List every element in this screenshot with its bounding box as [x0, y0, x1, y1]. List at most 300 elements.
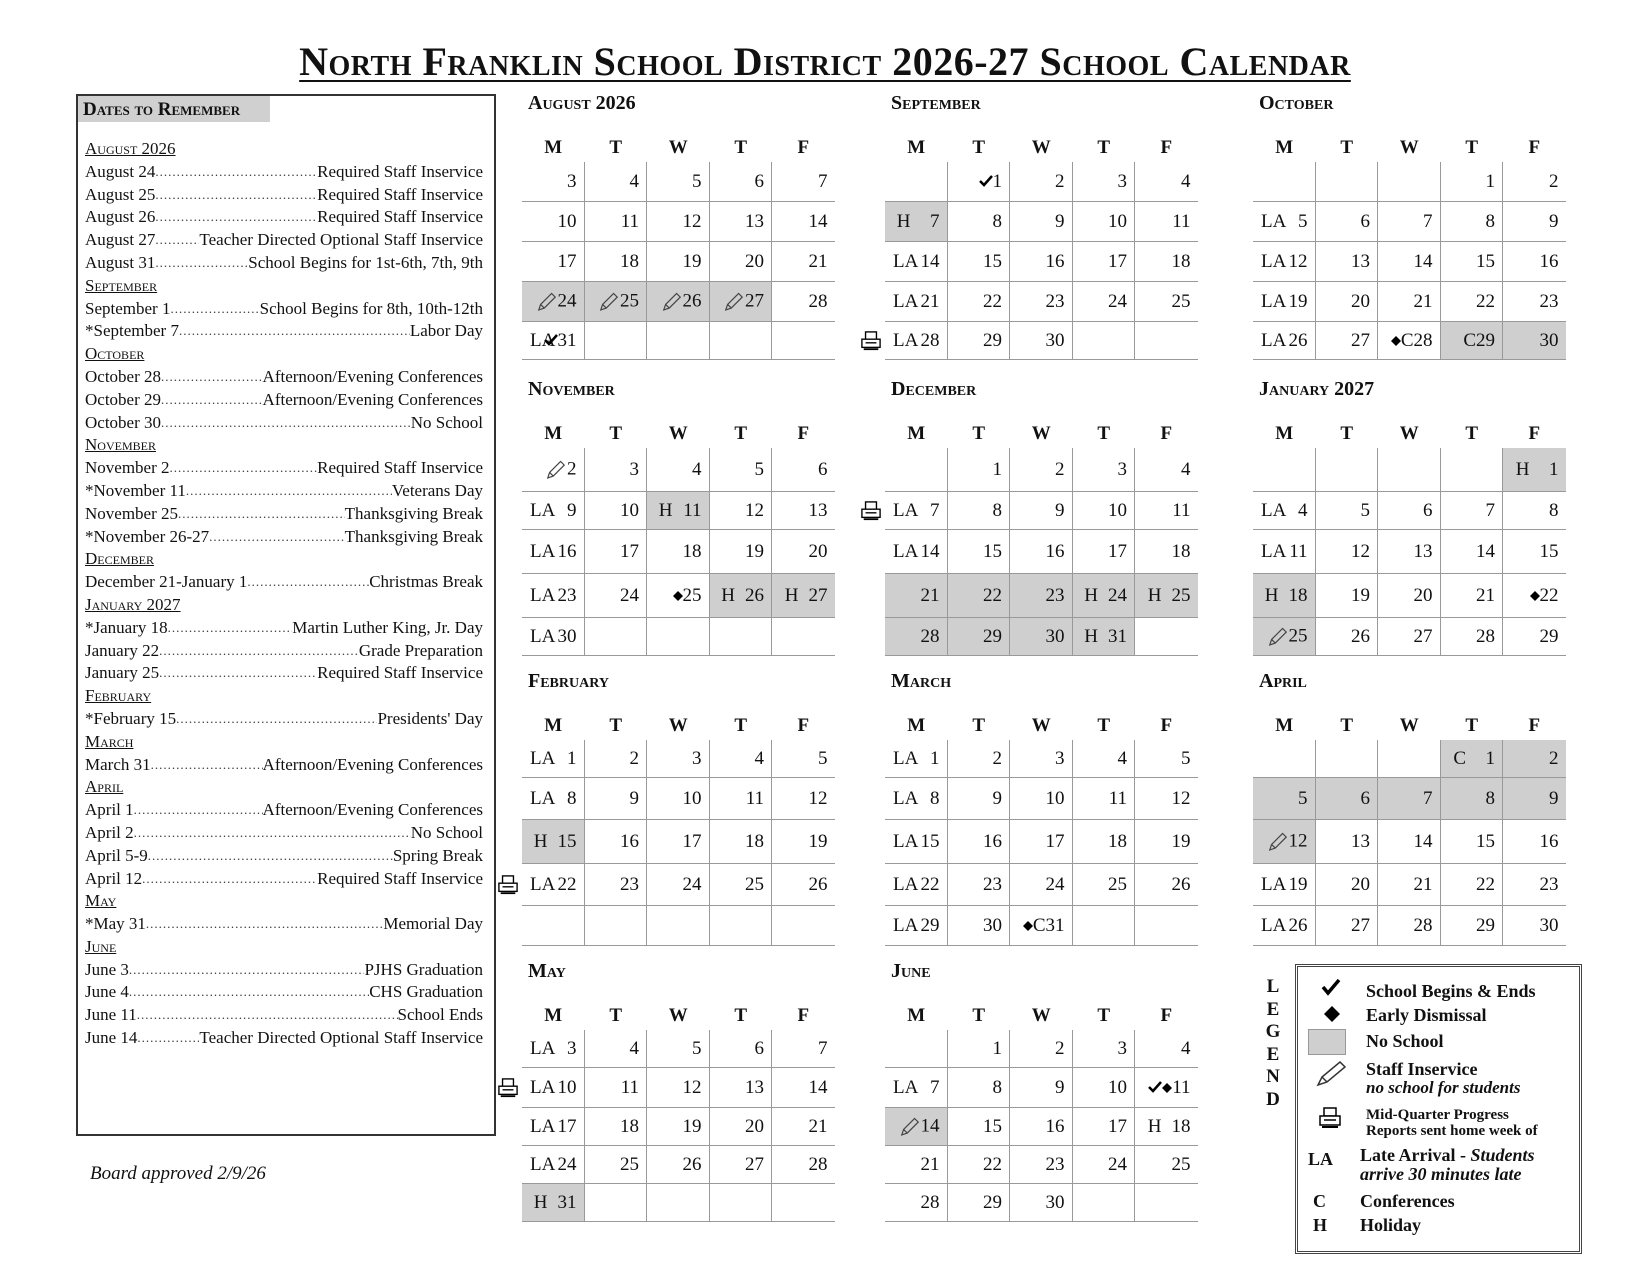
day-number: 20: [1351, 290, 1370, 312]
day-number-group: [683, 211, 702, 233]
day-cell: [1010, 1030, 1073, 1068]
day-cell: [1316, 820, 1379, 864]
day-number-group: [745, 541, 764, 563]
day-number-group: [983, 541, 1002, 563]
day-number-group: [809, 291, 828, 313]
day-number-group: [1055, 211, 1065, 233]
day-number-group: [1361, 211, 1371, 233]
day-number: 14: [920, 540, 940, 562]
dates-list-item: [85, 184, 483, 207]
day-cell: [948, 1184, 1011, 1222]
day-cell: [772, 492, 835, 530]
date-event: School Ends: [397, 1005, 483, 1025]
day-number-group: [1289, 291, 1308, 313]
day-cell: [772, 778, 835, 820]
day-number-group: [1109, 788, 1127, 810]
day-cell: [1010, 1146, 1073, 1184]
day-cell: [1378, 492, 1441, 530]
day-number: 4: [1181, 458, 1191, 480]
day-cell: [522, 448, 585, 492]
day-number-group: [1055, 1038, 1065, 1060]
day-number-group: [921, 541, 940, 563]
day-cell: [1010, 202, 1073, 242]
day-header: T: [1340, 137, 1354, 158]
day-cell: [1503, 282, 1566, 322]
day-header: W: [1031, 1005, 1051, 1026]
day-number-group: [567, 788, 577, 810]
day-number: 25: [1288, 625, 1308, 647]
day-cell: [1073, 574, 1136, 618]
dates-list-item: [85, 799, 483, 822]
day-number-group: [1172, 1116, 1191, 1138]
day-number-group: [1298, 211, 1308, 233]
day-code: LA: [893, 499, 919, 521]
day-number-group: [630, 459, 640, 481]
day-code: H: [1147, 1115, 1162, 1137]
date-label: August 31: [85, 252, 156, 272]
pencil-icon: [1267, 831, 1289, 853]
day-number-group: [692, 459, 702, 481]
day-number: 8: [992, 210, 1002, 232]
date-label: October 29: [85, 389, 162, 409]
day-number-group: [1046, 831, 1065, 853]
day-number: 30: [1045, 1191, 1065, 1213]
day-number: 4: [754, 747, 764, 769]
day-number: 17: [620, 540, 639, 562]
day-number-group: [1172, 541, 1191, 563]
day-header: M: [544, 423, 563, 444]
day-header: M: [544, 1005, 563, 1026]
day-number-group: [1181, 171, 1191, 193]
day-number: 30: [983, 914, 1002, 936]
dates-to-remember-panel: [76, 94, 496, 1136]
day-cell: [948, 1146, 1011, 1184]
day-number: 24: [1045, 873, 1065, 895]
day-cell: [647, 1146, 710, 1184]
day-number-group: [1351, 874, 1370, 896]
day-number-group: [1298, 500, 1308, 522]
day-cell: [1253, 574, 1316, 618]
day-number-group: [1118, 748, 1128, 770]
empty-day-cell: [1135, 1184, 1198, 1222]
day-cell: [710, 1068, 773, 1108]
day-number: 5: [1360, 499, 1370, 521]
dot-leader: [170, 457, 318, 480]
day-number: 18: [620, 1115, 639, 1137]
day-cell: [1010, 864, 1073, 906]
day-number-group: [746, 788, 764, 810]
day-number: 23: [1045, 1153, 1065, 1175]
date-event: Martin Luther King, Jr. Day: [292, 617, 483, 637]
day-number-group: [993, 1077, 1003, 1099]
day-cell: [647, 162, 710, 202]
check-icon: [1148, 1081, 1162, 1093]
day-number-group: [692, 1038, 702, 1060]
day-cell: [1316, 618, 1379, 656]
day-number-group: [1046, 330, 1065, 352]
day-cell: [1073, 282, 1136, 322]
empty-day-cell: [1378, 162, 1441, 202]
day-cell: [1010, 618, 1073, 656]
day-number: 28: [920, 329, 940, 351]
day-cell: [1073, 202, 1136, 242]
day-header: M: [907, 137, 926, 158]
day-number-group: [1540, 831, 1559, 853]
day-cell: [1441, 906, 1504, 946]
dates-list-item: [85, 389, 483, 412]
day-number: 8: [992, 499, 1002, 521]
day-number-group: [630, 788, 640, 810]
day-number-group: [755, 748, 765, 770]
day-number-group: [1486, 748, 1496, 770]
day-number-group: [921, 915, 940, 937]
day-cell: [1441, 820, 1504, 864]
day-cell: [1135, 202, 1198, 242]
day-number: 8: [1549, 499, 1559, 521]
day-number: 25: [745, 873, 764, 895]
day-number: 28: [920, 1191, 940, 1213]
day-cell: [585, 282, 648, 322]
day-number-group: [1486, 211, 1496, 233]
day-number-group: [983, 915, 1002, 937]
day-number: 1: [992, 458, 1002, 480]
day-header: T: [1097, 715, 1111, 736]
legend-letter: L: [1266, 976, 1280, 997]
date-event: Teacher Directed Optional Staff Inservice: [199, 230, 483, 250]
dot-leader: [155, 161, 317, 184]
day-cell: [1073, 1146, 1136, 1184]
dot-leader: [161, 412, 411, 435]
day-number-group: [1148, 1077, 1190, 1099]
day-cell: [710, 1108, 773, 1146]
date-event: Required Staff Inservice: [317, 207, 483, 227]
day-number-group: [930, 1077, 940, 1099]
day-cell: [885, 242, 948, 282]
day-number: 6: [818, 458, 828, 480]
day-number: 23: [557, 584, 577, 606]
day-number: 26: [682, 1153, 702, 1175]
day-number-group: [1351, 291, 1370, 313]
day-cell: [522, 242, 585, 282]
day-number-group: [745, 585, 764, 607]
date-event: Required Staff Inservice: [317, 868, 483, 888]
day-number: 24: [1108, 584, 1127, 606]
empty-day-cell: [1316, 740, 1379, 778]
day-number: 13: [745, 210, 764, 232]
day-number: 3: [629, 458, 639, 480]
day-number: 12: [1351, 540, 1370, 562]
day-number-group: [1414, 291, 1433, 313]
day-number: 26: [1351, 625, 1370, 647]
date-event: PJHS Graduation: [364, 959, 483, 979]
dot-leader: [161, 389, 263, 412]
day-number: 6: [1360, 787, 1370, 809]
day-number: 2: [1055, 458, 1065, 480]
day-number: 6: [754, 1037, 764, 1059]
dot-leader: [161, 366, 263, 389]
day-header: M: [907, 423, 926, 444]
day-number-group: [1289, 251, 1308, 273]
dates-list-item: [85, 845, 483, 868]
dates-list-item: [85, 480, 483, 503]
day-number-group: [993, 788, 1003, 810]
empty-day-cell: [585, 906, 648, 946]
day-number: 22: [983, 290, 1002, 312]
day-number: 18: [1171, 1115, 1191, 1137]
month-title: September: [891, 92, 981, 114]
day-number: 3: [1117, 1037, 1127, 1059]
day-number: 5: [1298, 787, 1308, 809]
day-cell: [710, 162, 773, 202]
day-code: LA: [893, 787, 919, 809]
day-cell: [1441, 322, 1504, 360]
day-number: 18: [682, 540, 702, 562]
day-cell: [1073, 740, 1136, 778]
day-cell: [585, 778, 648, 820]
day-code: H: [533, 830, 548, 852]
day-number: 10: [1045, 787, 1065, 809]
day-number-group: [567, 1038, 577, 1060]
day-number: 22: [983, 584, 1002, 606]
day-cell: [948, 322, 1011, 360]
diamond-icon: [1023, 921, 1033, 931]
day-number-group: [1172, 585, 1191, 607]
month-title: May: [528, 960, 566, 982]
day-number-group: [1549, 500, 1559, 522]
day-cell: [1503, 864, 1566, 906]
dates-list-item: [85, 526, 483, 549]
empty-day-cell: [772, 322, 835, 360]
day-number-group: [558, 541, 577, 563]
day-cell: [585, 1068, 648, 1108]
day-number: 26: [682, 290, 702, 312]
day-number: 2: [1055, 1037, 1065, 1059]
date-label: *November 26-27: [85, 526, 210, 546]
dates-list: [85, 138, 483, 1050]
day-cell: [885, 864, 948, 906]
day-cell: [948, 530, 1011, 574]
day-number: 22: [1476, 290, 1495, 312]
day-number: 24: [557, 290, 577, 312]
day-header: W: [668, 423, 688, 444]
date-label: June 11: [85, 1005, 137, 1025]
day-number-group: [921, 330, 940, 352]
day-code: H: [658, 499, 673, 521]
day-number: 16: [1045, 1115, 1065, 1137]
day-cell: [772, 530, 835, 574]
day-number: 30: [1045, 329, 1065, 351]
day-number: 16: [620, 830, 639, 852]
day-number: 2: [1549, 747, 1559, 769]
diamond-icon: [1323, 1005, 1341, 1028]
day-number-group: [1476, 831, 1495, 853]
day-header: F: [1160, 137, 1173, 158]
day-number: 30: [1045, 625, 1065, 647]
date-event: No School: [410, 822, 483, 842]
dates-list-item: [85, 571, 483, 594]
day-code: LA: [893, 873, 919, 895]
date-label: June 4: [85, 982, 129, 1002]
day-number-group: [630, 748, 640, 770]
day-cell: [1441, 162, 1504, 202]
day-code: LA: [530, 1037, 556, 1059]
empty-day-cell: [1316, 448, 1379, 492]
day-number: 27: [1351, 329, 1370, 351]
day-header: F: [797, 1005, 810, 1026]
day-number-group: [620, 500, 639, 522]
day-cell: [1316, 492, 1379, 530]
dot-leader: [186, 480, 392, 503]
day-number-group: [1046, 788, 1065, 810]
day-number-group: [1540, 541, 1559, 563]
day-number: 21: [808, 1115, 828, 1137]
day-number: 29: [1539, 625, 1559, 647]
day-number-group: [598, 290, 639, 313]
dot-leader: [142, 868, 317, 891]
day-cell: [1378, 530, 1441, 574]
day-number-group: [1486, 171, 1496, 193]
legend-vertical-label: [1262, 976, 1284, 1111]
legend-box: [1295, 964, 1582, 1254]
day-cell: [1253, 322, 1316, 360]
dates-list-item: [85, 298, 483, 321]
day-cell: [1503, 162, 1566, 202]
day-number-group: [1476, 541, 1495, 563]
day-number: 22: [1539, 584, 1559, 606]
check-icon: [1320, 977, 1342, 1002]
empty-day-cell: [1073, 1184, 1136, 1222]
day-cell: [1253, 820, 1316, 864]
day-number: 12: [1288, 830, 1308, 852]
day-cell: [1010, 492, 1073, 530]
day-number-group: [1476, 291, 1495, 313]
day-number: 13: [808, 499, 828, 521]
day-cell: [1135, 864, 1198, 906]
pencil-icon: [598, 291, 620, 313]
day-number-group: [683, 874, 702, 896]
day-header: T: [972, 1005, 986, 1026]
day-number: 21: [1476, 584, 1495, 606]
day-number-group: [809, 1116, 828, 1138]
day-number: C28: [1400, 329, 1433, 351]
day-number: 14: [920, 1115, 940, 1137]
empty-day-cell: [1073, 322, 1136, 360]
day-cell: [1441, 574, 1504, 618]
day-number-group: [536, 290, 577, 313]
day-number: 27: [745, 1153, 764, 1175]
day-number-group: [921, 585, 940, 607]
date-label: January 22: [85, 640, 160, 660]
day-number-group: [558, 1077, 577, 1099]
day-number-group: [1414, 915, 1433, 937]
day-header: M: [1275, 137, 1294, 158]
day-number: 26: [1288, 914, 1308, 936]
day-number: 28: [920, 625, 940, 647]
day-number: 1: [567, 747, 577, 769]
day-number-group: [558, 1192, 577, 1214]
pencil-icon: [536, 291, 558, 313]
day-number: 14: [1413, 830, 1433, 852]
day-cell: [1253, 242, 1316, 282]
day-cell: [647, 778, 710, 820]
day-number: 26: [1171, 873, 1191, 895]
legend-letter: G: [1265, 1021, 1281, 1042]
date-label: June 3: [85, 959, 129, 979]
day-cell: [1441, 778, 1504, 820]
day-number: 3: [1117, 458, 1127, 480]
date-event: Afternoon/Evening Conferences: [262, 754, 483, 774]
day-number-group: [1486, 788, 1496, 810]
day-number: 7: [930, 210, 940, 232]
month-title: February: [528, 670, 609, 692]
day-number: 23: [1539, 873, 1559, 895]
day-number: 11: [620, 210, 639, 232]
day-number-group: [1391, 330, 1433, 352]
day-cell: [1378, 202, 1441, 242]
day-number-group: [1351, 541, 1370, 563]
day-header: M: [544, 137, 563, 158]
empty-day-cell: [522, 906, 585, 946]
day-cell: [1010, 1068, 1073, 1108]
day-code: H: [1147, 584, 1162, 606]
day-number-group: [1055, 459, 1065, 481]
day-cell: [1010, 778, 1073, 820]
day-number-group: [1108, 251, 1127, 273]
day-cell: [885, 618, 948, 656]
day-cell: [1135, 778, 1198, 820]
pencil-icon: [899, 1116, 921, 1138]
day-header: T: [734, 1005, 748, 1026]
day-number-group: [1055, 500, 1065, 522]
day-cell: [885, 322, 948, 360]
day-cell: [1010, 820, 1073, 864]
dot-leader: [247, 571, 369, 594]
day-code: H: [721, 584, 735, 606]
day-number: 24: [682, 873, 702, 895]
day-number-group: [1108, 211, 1127, 233]
day-header: F: [1528, 137, 1541, 158]
day-number: 11: [1172, 1076, 1191, 1098]
date-event: Required Staff Inservice: [317, 663, 483, 683]
day-number: 9: [1549, 787, 1559, 809]
day-cell: [647, 864, 710, 906]
day-cell: [885, 778, 948, 820]
dates-month-heading: November: [85, 435, 156, 455]
dot-leader: [137, 1027, 199, 1050]
day-number: 12: [682, 1076, 702, 1098]
day-cell: [1253, 530, 1316, 574]
empty-day-cell: [1253, 162, 1316, 202]
day-number-group: [1055, 171, 1065, 193]
day-number-group: [1172, 788, 1191, 810]
day-number: 16: [1045, 250, 1065, 272]
day-cell: [1441, 202, 1504, 242]
month-title: October: [1259, 92, 1334, 114]
day-number: 2: [567, 458, 577, 480]
day-number-group: [558, 626, 577, 648]
day-cell: [585, 162, 648, 202]
empty-day-cell: [1378, 740, 1441, 778]
day-header: T: [1465, 137, 1479, 158]
day-header: T: [734, 423, 748, 444]
day-number-group: [558, 831, 577, 853]
day-number: 7: [1423, 210, 1433, 232]
day-number: 8: [1485, 787, 1495, 809]
diamond-icon: [1391, 336, 1401, 346]
day-number: 6: [1423, 499, 1433, 521]
day-cell: [1441, 740, 1504, 778]
day-cell: [710, 492, 773, 530]
